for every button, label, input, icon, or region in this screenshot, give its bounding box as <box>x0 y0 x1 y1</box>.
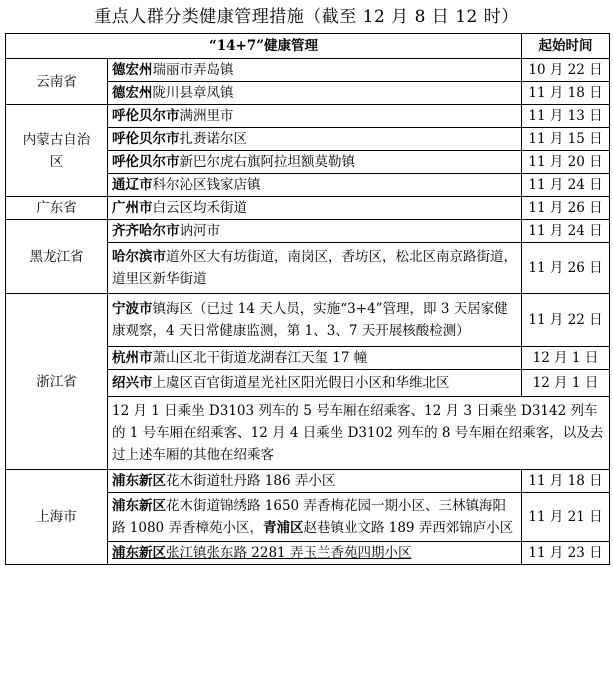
page-title: 重点人群分类健康管理措施（截至 12 月 8 日 12 时） <box>94 7 519 27</box>
date-cell: 12 月 1 日 <box>522 370 610 397</box>
date-cell: 11 月 13 日 <box>522 105 610 128</box>
city-name: 德宏州 <box>112 62 153 78</box>
location-cell <box>108 243 522 294</box>
date-cell: 11 月 22 日 <box>522 294 610 347</box>
province-cell: 黑龙江省 <box>6 220 108 294</box>
place-name: 镇海区（已过 14 天人员，实施“3+4”管理，即 3 天居家健康观察，4 天日常健康监测，第 1、3、7 天开展核酸检测） <box>112 301 508 339</box>
date-cell: 11 月 21 日 <box>522 493 610 542</box>
province-name: 内蒙古自治区 <box>22 131 91 170</box>
date-cell: 11 月 24 日 <box>522 220 610 243</box>
place-name: 花木街道牡丹路 186 弄小区 <box>166 473 336 489</box>
place-name: 上虞区百官街道星光社区阳光假日小区和华维北区 <box>152 375 450 391</box>
place-name: 陇川县章凤镇 <box>152 85 234 101</box>
location-cell <box>108 105 522 128</box>
place-name: 萧山区北干街道龙湖春江天玺 17 幢 <box>152 350 368 366</box>
date-cell: 11 月 15 日 <box>522 128 610 151</box>
province-cell: 上海市 <box>6 470 108 565</box>
city-name: 宁波市 <box>112 301 153 317</box>
table-row <box>6 470 610 493</box>
city-name: 呼伦贝尔市 <box>112 131 180 147</box>
city-name: 呼伦贝尔市 <box>112 154 180 170</box>
province-cell: 广东省 <box>6 197 108 220</box>
table-row <box>6 197 610 220</box>
city-name: 呼伦贝尔市 <box>112 108 180 124</box>
location-cell <box>108 128 522 151</box>
date-cell: 11 月 18 日 <box>522 470 610 493</box>
date-cell: 11 月 20 日 <box>522 151 610 174</box>
date-cell: 11 月 24 日 <box>522 174 610 197</box>
table-row <box>6 294 610 347</box>
location-cell <box>108 347 522 370</box>
place-name: 赵巷镇业文路 189 弄西郊锦庐小区 <box>303 520 514 536</box>
table-row <box>6 59 610 82</box>
location-cell <box>108 151 522 174</box>
location-cell <box>108 59 522 82</box>
train-note-cell: 12 月 1 日乘坐 D3103 列车的 5 号车厢在绍乘客、12 月 3 日乘坐 D3142 列车的 1 号车厢在绍乘客、12 月 4 日乘坐 D3102 列车的 8 号车厢在绍乘客，以及去过上述车厢的其他在绍乘客 <box>108 397 610 470</box>
city-name: 哈尔滨市 <box>112 249 166 265</box>
date-cell: 12 月 1 日 <box>522 347 610 370</box>
province-cell <box>6 105 108 197</box>
city-name: 广州市 <box>112 200 153 216</box>
location-cell <box>108 174 522 197</box>
place-name: 白云区均禾街道 <box>152 200 247 216</box>
place-name: 满洲里市 <box>179 108 234 124</box>
date-cell: 11 月 23 日 <box>522 542 610 565</box>
city-name: 青浦区 <box>262 520 304 536</box>
city-name: 浦东新区 <box>112 498 166 514</box>
table-row <box>6 105 610 128</box>
place-name: 新巴尔虎右旗阿拉坦额莫勒镇 <box>179 154 355 170</box>
location-cell <box>108 470 522 493</box>
city-name: 德宏州 <box>112 85 153 101</box>
place-name: 瑞丽市弄岛镇 <box>152 62 234 78</box>
province-cell: 浙江省 <box>6 294 108 470</box>
place-name: 道外区大有坊街道，南岗区，香坊区，松北区南京路街道，道里区新华街道 <box>112 249 517 287</box>
city-name: 杭州市 <box>112 350 153 366</box>
location-cell <box>108 197 522 220</box>
header-start-time: 起始时间 <box>522 34 610 59</box>
date-cell: 11 月 26 日 <box>522 243 610 294</box>
location-cell <box>108 294 522 347</box>
place-name: 扎赉诺尔区 <box>179 131 247 147</box>
location-cell <box>108 542 522 565</box>
place-name: 科尔沁区钱家店镇 <box>152 177 261 193</box>
place-name: 花木街道锦绣路 1650 弄香梅花园一期小区、三林镇海阳路 1080 弄香樟苑小区， <box>112 498 506 536</box>
place-name: 讷河市 <box>179 223 220 239</box>
date-cell: 11 月 26 日 <box>522 197 610 220</box>
table-row <box>6 220 610 243</box>
location-cell <box>108 493 522 542</box>
location-cell <box>108 370 522 397</box>
date-cell: 10 月 22 日 <box>522 59 610 82</box>
city-name: 齐齐哈尔市 <box>112 223 180 239</box>
location-cell <box>108 82 522 105</box>
health-management-table <box>5 33 610 565</box>
header-row <box>6 34 610 59</box>
city-name: 通辽市 <box>112 177 153 193</box>
city-name: 浦东新区 <box>112 545 166 561</box>
header-category: “14+7”健康管理 <box>6 34 522 59</box>
place-name: 张江镇张东路 2281 弄玉兰香苑四期小区 <box>166 545 412 561</box>
province-cell: 云南省 <box>6 59 108 105</box>
date-cell: 11 月 18 日 <box>522 82 610 105</box>
location-cell <box>108 220 522 243</box>
city-name: 浦东新区 <box>112 473 166 489</box>
city-name: 绍兴市 <box>112 375 153 391</box>
